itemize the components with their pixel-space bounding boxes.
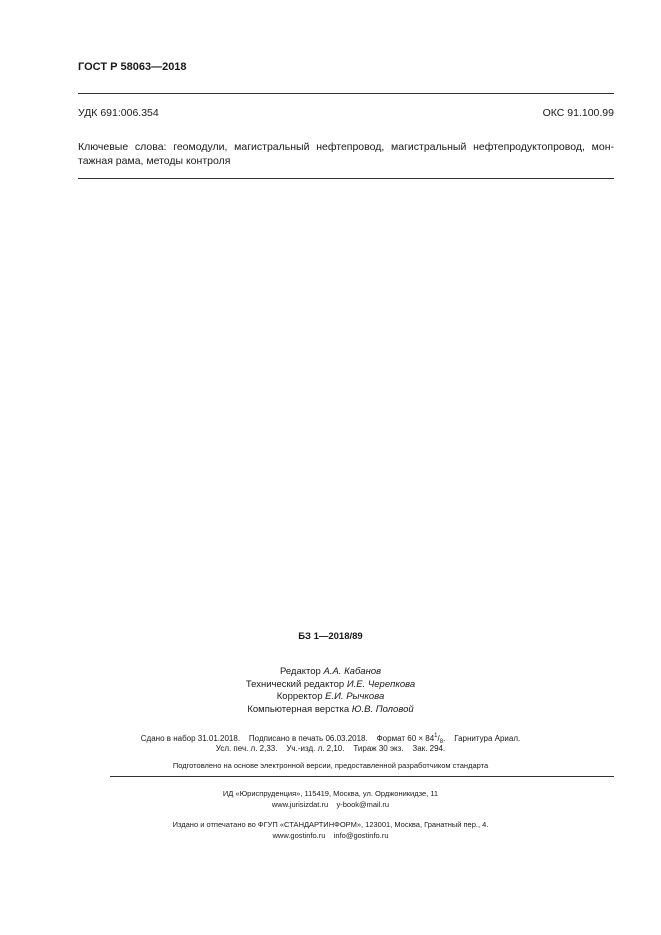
keywords-line-2: тажная рама, методы контроля (78, 155, 231, 167)
credit-proofreader: Корректор Е.И. Рычкова (276, 691, 385, 702)
credits-list (0, 666, 661, 716)
publisher-id-links: www.jurisizdat.ru y-book@mail.ru (271, 800, 390, 809)
oks-code: ОКС 91.100.99 (542, 107, 614, 119)
credit-editor: Редактор А.А. Кабанов (279, 666, 382, 677)
publisher-printed-block (0, 819, 661, 841)
udk-code: УДК 691:006.354 (78, 107, 159, 119)
divider-imprint (110, 776, 614, 777)
publisher-id-block (0, 788, 661, 810)
publisher-printed-links: www.gostinfo.ru info@gostinfo.ru (272, 831, 389, 840)
bz-number: БЗ 1—2018/89 (298, 631, 363, 642)
standard-designation: ГОСТ Р 58063—2018 (78, 61, 187, 73)
credit-layout: Компьютерная верстка Ю.В. Половой (247, 703, 414, 715)
keywords-line-1: Ключевые слова: геомодули, магистральный нефтепровод, магистральный нефтепродуктопровод, мон- (78, 141, 614, 153)
divider-top (78, 93, 614, 94)
print-details-line-1: Сдано в набор 31.01.2018. Подписано в печать 06.03.2018. Формат $60 \times 84^1/_8$. Гарнитура Ариал. (140, 733, 521, 745)
publisher-printed-line: Издано и отпечатано во ФГУП «СТАНДАРТИНФОРМ», 123001, Москва, Гранатный пер., 4. (172, 820, 489, 829)
print-details-line-2: Усл. печ. л. 2,33. Уч.-изд. л. 2,10. Тираж 30 экз. Зак. 294. (215, 744, 446, 753)
keywords-block (78, 140, 614, 168)
prepared-note: Подготовлено на основе электронной версии, предоставленной разработчиком стандарта (172, 761, 489, 770)
publisher-id-line: ИД «Юриспруденция», 115419, Москва, ул. Орджоникидзе, 11 (222, 789, 439, 798)
credit-tech-editor: Технический редактор И.Е. Черепкова (245, 678, 416, 690)
divider-keywords (78, 178, 614, 179)
